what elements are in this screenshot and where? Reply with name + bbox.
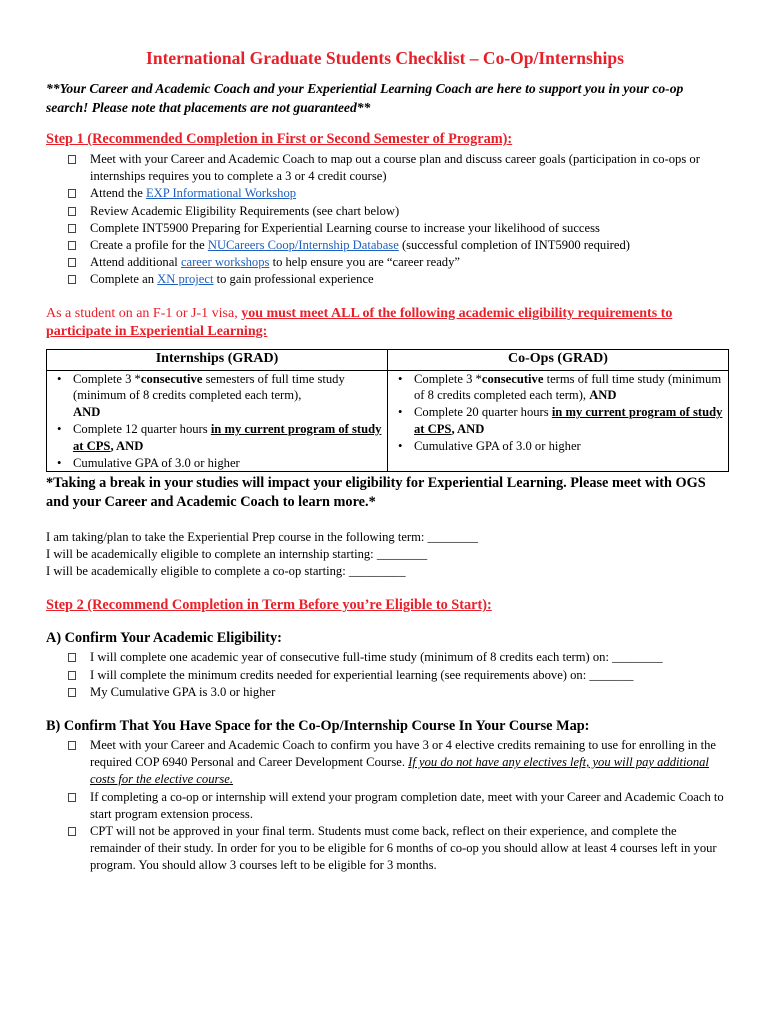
eligibility-table — [46, 349, 729, 473]
step2b-item: If completing a co-op or internship will extend your program completion date, meet with your Career and Academic Coach to start program extension process. — [68, 789, 724, 823]
coops-header: Co-Ops (GRAD) — [388, 349, 729, 370]
checkbox[interactable] — [68, 258, 76, 267]
step2a-heading: A) Confirm Your Academic Eligibility: — [46, 630, 282, 647]
step2a-checklist — [46, 649, 724, 701]
intro-note: **Your Career and Academic Coach and your Experiential Learning Coach are here to support you in your co-op search! Please note that placements are not guaranteed** — [46, 81, 684, 115]
step1-checklist — [46, 151, 724, 289]
requirement-item: • Cumulative GPA of 3.0 or higher — [57, 455, 240, 470]
coops-requirements — [388, 370, 729, 472]
checkbox[interactable] — [68, 653, 76, 662]
step2a-item: My Cumulative GPA is 3.0 or higher — [68, 684, 724, 701]
step1-item: Attend additional career workshops to help ensure you are “career ready” — [68, 254, 724, 271]
requirement-item: • Complete 3 *consecutive terms of full time study (minimum of 8 credits completed each term), AND — [398, 371, 722, 403]
checkbox[interactable] — [68, 241, 76, 250]
fill-in-lines — [46, 529, 724, 580]
exp-workshop-link[interactable]: EXP Informational Workshop — [145, 186, 297, 201]
page-title: International Graduate Students Checklist – Co-Op/Internships — [146, 48, 624, 68]
checkbox[interactable] — [68, 827, 76, 836]
checkbox[interactable] — [68, 741, 76, 750]
internships-header: Internships (GRAD) — [47, 349, 388, 370]
step1-item: Complete an XN project to gain professional experience — [68, 271, 724, 288]
fill-line[interactable]: I will be academically eligible to complete a co-op starting: _________ — [46, 564, 406, 579]
step1-item: Create a profile for the NUCareers Coop/Internship Database (successful completion of INT5900 required) — [68, 237, 724, 254]
step2b-checklist — [46, 737, 724, 875]
checkbox[interactable] — [68, 207, 76, 216]
fill-line[interactable]: I will be academically eligible to complete an internship starting: ________ — [46, 547, 428, 562]
internships-requirements — [47, 370, 388, 472]
checkbox[interactable] — [68, 275, 76, 284]
checkbox[interactable] — [68, 155, 76, 164]
step1-item: Review Academic Eligibility Requirements (see chart below) — [68, 203, 724, 220]
step1-item: Complete INT5900 Preparing for Experiential Learning course to increase your likelihood of success — [68, 220, 724, 237]
step2a-item: I will complete the minimum credits needed for experiential learning (see requirements above) on: _______ — [68, 667, 724, 684]
fill-line[interactable]: I am taking/plan to take the Experiential Prep course in the following term: ________ — [46, 530, 478, 545]
requirement-item: • Complete 3 *consecutive semesters of full time study (minimum of 8 credits completed each term), AND — [57, 371, 345, 420]
checkbox[interactable] — [68, 671, 76, 680]
step2b-item: Meet with your Career and Academic Coach to confirm you have 3 or 4 elective credits remaining to use for enrolling in the required COP 6940 Personal and Career Development Course. If you do not have any electives left, you will pay additional costs for the elective course. — [68, 737, 724, 789]
checkbox[interactable] — [68, 224, 76, 233]
checkbox[interactable] — [68, 793, 76, 802]
nucareers-database-link[interactable]: NUCareers Coop/Internship Database — [207, 238, 399, 253]
step2-heading: Step 2 (Recommend Completion in Term Before you’re Eligible to Start): — [46, 597, 492, 614]
step2a-item: I will complete one academic year of consecutive full-time study (minimum of 8 credits each term) on: ________ — [68, 649, 724, 666]
step1-item: Meet with your Career and Academic Coach to map out a course plan and discuss career goals (participation in co-ops or internships requires you to complete a 3 or 4 credit course) — [68, 151, 724, 185]
step2b-heading: B) Confirm That You Have Space for the Co-Op/Internship Course In Your Course Map: — [46, 718, 590, 735]
checkbox[interactable] — [68, 688, 76, 697]
requirement-item: • Complete 12 quarter hours in my current program of study at CPS, AND — [57, 422, 382, 453]
step1-heading: Step 1 (Recommended Completion in First or Second Semester of Program): — [46, 131, 513, 147]
break-warning: *Taking a break in your studies will impact your eligibility for Experiential Learning. Please meet with OGS and your Career and Academic Coach to learn more.* — [46, 475, 706, 511]
step2b-item: CPT will not be approved in your final term. Students must come back, reflect on their experience, and complete the remainder of their study. In order for you to be eligible for 6 months of co-op you should allow at least 4 courses left in your program. You should allow 3 courses left to be eligible for 3 months. — [68, 823, 724, 875]
requirement-item: • Cumulative GPA of 3.0 or higher — [398, 438, 581, 453]
career-workshops-link[interactable]: career workshops — [180, 255, 270, 270]
requirement-item: • Complete 20 quarter hours in my current program of study at CPS, AND — [398, 405, 723, 437]
step1-item: Attend the EXP Informational Workshop — [68, 185, 724, 202]
xn-project-link[interactable]: XN project — [157, 272, 214, 287]
visa-requirements-note: As a student on an F-1 or J-1 visa, you must meet ALL of the following academic eligibility requirements to participate in Experiential Learning: — [46, 305, 673, 339]
checkbox[interactable] — [68, 189, 76, 198]
